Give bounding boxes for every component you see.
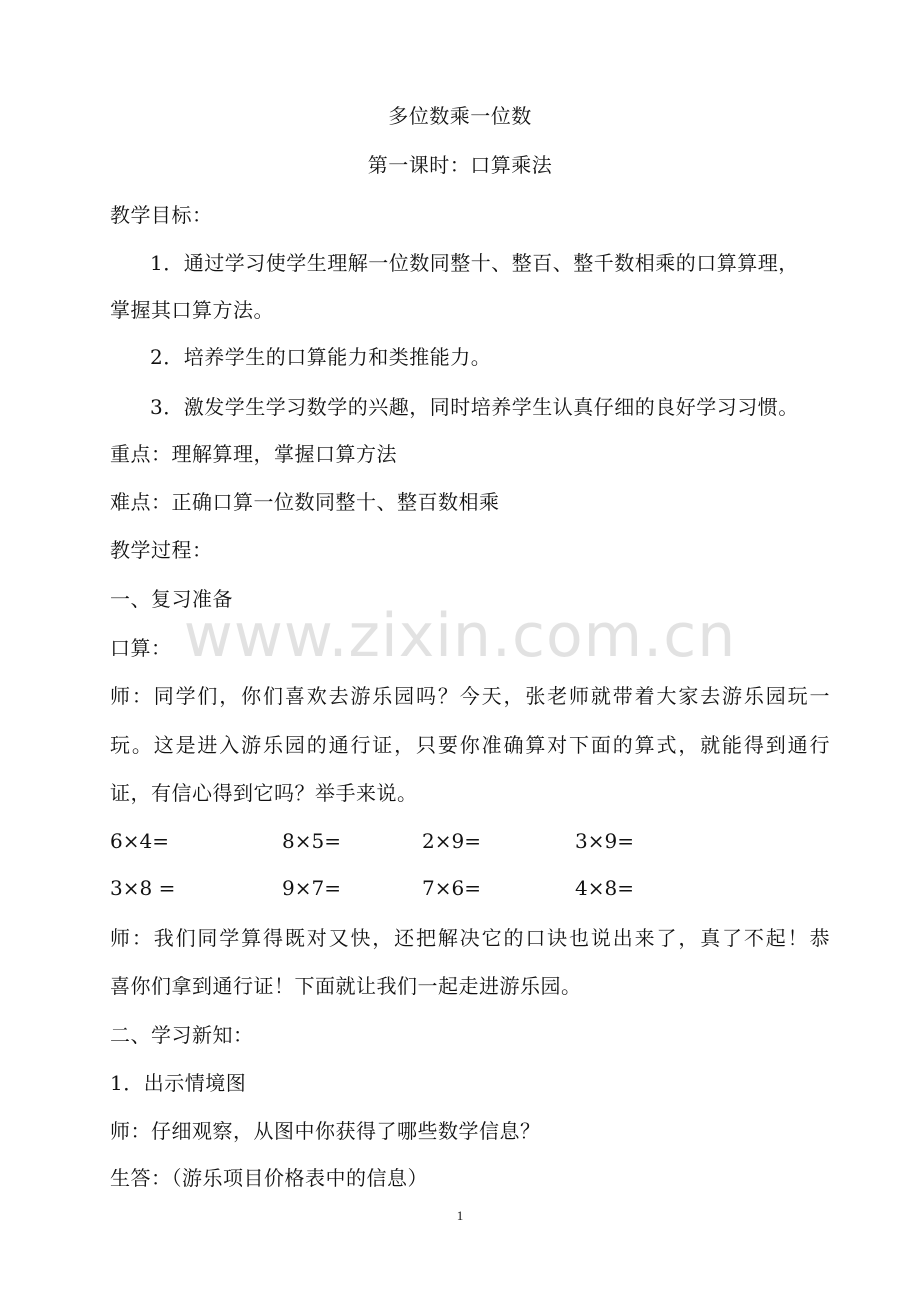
student-answer: 生答：（游乐项目价格表中的信息） <box>110 1166 428 1190</box>
lesson-subtitle: 第一课时：口算乘法 <box>367 153 553 177</box>
document-title: 多位数乘一位数 <box>388 104 532 128</box>
equation: 3×9= <box>575 829 634 853</box>
equation: 6×4= <box>110 829 169 853</box>
equation: 4×8= <box>575 876 634 900</box>
process-heading: 教学过程： <box>110 538 213 562</box>
teacher-praise-line-1: 师：我们同学算得既对又快，还把解决它的口诀也说出来了，真了不起！恭 <box>110 926 830 950</box>
objective-2: 2．培养学生的口算能力和类推能力。 <box>150 345 492 369</box>
teacher-paragraph-line-1: 师：同学们，你们喜欢去游乐园吗？今天，张老师就带着大家去游乐园玩一 <box>110 684 830 708</box>
watermark: www.zixin.com.cn <box>183 601 737 671</box>
objective-3: 3．激发学生学习数学的兴趣，同时培养学生认真仔细的良好学习习惯。 <box>150 395 799 419</box>
teacher-praise-line-2: 喜你们拿到通行证！下面就让我们一起走进游乐园。 <box>110 974 582 998</box>
oral-calc-label: 口算： <box>110 636 172 660</box>
objectives-heading: 教学目标： <box>110 203 213 227</box>
section-2-heading: 二、学习新知： <box>110 1023 254 1047</box>
teacher-paragraph-line-2: 玩。这是进入游乐园的通行证，只要你准确算对下面的算式，就能得到通行 <box>110 733 830 757</box>
equation: 7×6= <box>422 876 481 900</box>
equation: 3×8 = <box>110 876 176 900</box>
section-1-heading: 一、复习准备 <box>110 587 233 611</box>
teacher-paragraph-line-3: 证，有信心得到它吗？举手来说。 <box>110 781 418 805</box>
objective-1-line-1: 1．通过学习使学生理解一位数同整十、整百、整千数相乘的口算算理， <box>150 251 799 275</box>
difficult-point: 难点：正确口算一位数同整十、整百数相乘 <box>110 490 500 514</box>
key-point: 重点：理解算理，掌握口算方法 <box>110 442 397 466</box>
teacher-question: 师：仔细观察，从图中你获得了哪些数学信息？ <box>110 1119 541 1143</box>
equation: 8×5= <box>282 829 341 853</box>
equation: 2×9= <box>422 829 481 853</box>
equation: 9×7= <box>282 876 341 900</box>
section-2-item-1: 1．出示情境图 <box>110 1071 247 1095</box>
objective-1-line-2: 掌握其口算方法。 <box>110 298 274 322</box>
page-number: 1 <box>456 1208 464 1223</box>
